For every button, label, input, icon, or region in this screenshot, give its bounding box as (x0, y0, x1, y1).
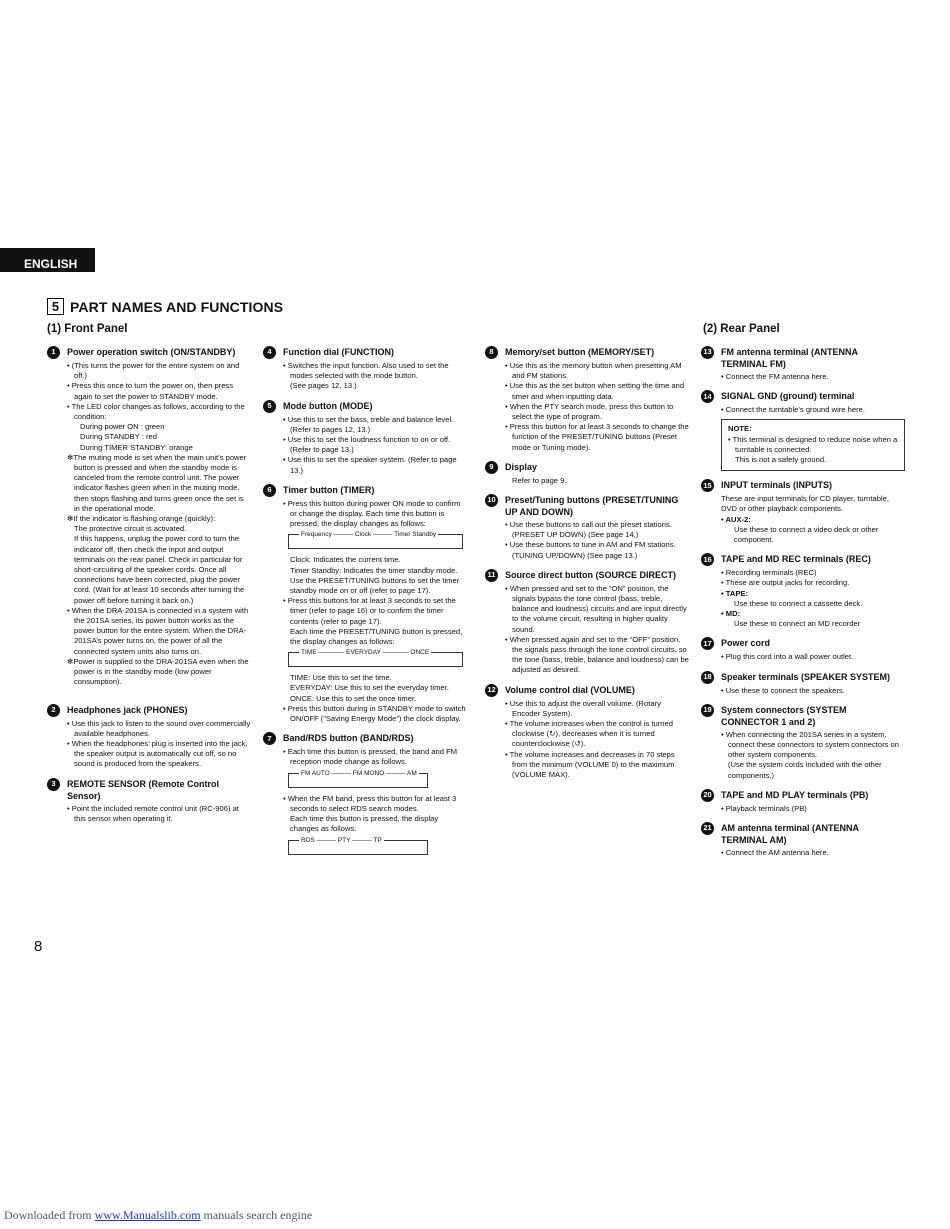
part-title: Mode button (MODE) (283, 400, 373, 411)
part-description (485, 584, 689, 676)
part-item-header (701, 346, 905, 370)
part-description (701, 804, 905, 814)
body-text: • When pressed and set to the “ON” position, the signals bypass the tone control (bass, treble, balance and loudness) circuits and are input directly to the volume circuit, resulting in higher quality sound. (505, 583, 687, 634)
display-sequence-diagram (288, 769, 428, 788)
body-text: • Use these buttons to call out the preset stations. (PRESET UP DOWN) (See page 14.) (505, 520, 672, 540)
body-text: • Point the included remote control unit (RC-906) at this sensor when operating it. (67, 803, 239, 823)
part-item-header (263, 732, 466, 745)
part-item-11 (485, 569, 689, 676)
part-description (485, 699, 689, 781)
part-description (701, 848, 905, 858)
body-text: • Switches the input function. Also used to set the modes selected with the mode button. (283, 361, 449, 381)
part-number-badge: 3 (47, 778, 60, 791)
part-item-header (263, 484, 466, 497)
display-sequence-diagram (288, 836, 428, 855)
part-number-badge: 18 (701, 671, 714, 684)
part-description (47, 804, 251, 824)
diagram-label: TIME ———— EVERYDAY ———— ONCE (299, 648, 431, 658)
body-text: • When the headphones’ plug is inserted into the jack, the speaker output is automatically cut off, so no sound is produced from the speakers. (67, 738, 248, 769)
language-tab: ENGLISH (0, 248, 95, 272)
body-text: • Each time this button is pressed, the band and FM reception mode change as follows. (283, 747, 458, 767)
part-item-2 (47, 704, 251, 770)
part-title: Speaker terminals (SPEAKER SYSTEM) (721, 671, 891, 682)
part-item-17 (701, 637, 905, 662)
part-description (485, 361, 689, 453)
part-title: SIGNAL GND (ground) terminal (721, 391, 855, 402)
body-text: The protective circuit is activated. (74, 524, 187, 534)
footer (4, 1208, 312, 1223)
note-title: NOTE: (728, 424, 752, 434)
part-item-header (485, 684, 689, 697)
part-number-badge: 11 (485, 569, 498, 582)
diagram-label: FM AUTO ——— FM MONO ——— AM (299, 769, 419, 779)
part-title: FM antenna terminal (ANTENNA TERMINAL FM) (721, 347, 858, 369)
part-item-header (47, 346, 251, 359)
body-text: • Playback terminals (PB) (721, 803, 807, 813)
part-item-14 (701, 390, 905, 471)
part-title: Headphones jack (PHONES) (67, 704, 188, 715)
body-text: If this happens, unplug the power cord to turn the indicator off, then check the input and output terminals on the rear panel. Check in particular for short-circuiting of the speaker cords. Once all connections have been corrected, plug the power cord. (Wait for at least 10 seconds after turning the power off before turning it back on.) (74, 534, 245, 605)
part-title: Timer button (TIMER) (283, 484, 375, 495)
part-number-badge: 4 (263, 346, 276, 359)
part-description (485, 520, 689, 561)
part-title: Function dial (FUNCTION) (283, 347, 394, 357)
body-text: • Press this buttons for at least 3 seconds to set the timer (refer to page 16) or to confirm the timer contents (refer to page 17). (283, 596, 456, 626)
part-description (701, 372, 905, 382)
body-text: Refer to page 9. (512, 475, 567, 485)
body-text: • Plug this cord into a wall power outlet. (721, 652, 854, 662)
part-item-header (263, 346, 466, 359)
section-label: PART NAMES AND FUNCTIONS (70, 298, 284, 315)
body-text: • The volume increases and decreases in 70 steps from the minimum (VOLUME 0) to the maximum (VOLUME MAX). (505, 749, 675, 780)
body-text: (See pages 12, 13.) (290, 381, 357, 391)
part-number-badge: 19 (701, 704, 714, 717)
part-description (701, 652, 905, 662)
note-box (721, 419, 905, 471)
part-title: Band/RDS button (BAND/RDS) (283, 733, 414, 744)
part-description (263, 747, 466, 854)
part-title: Power operation switch (ON/STANDBY) (67, 347, 236, 357)
body-text: ✻The muting mode is set when the main unit’s power button is pressed and when the standby mode is canceled from the remote control unit. The power indicator flashes green when in the muting mode, then stops flashing and turns green once the set is in the operational mode. (67, 452, 247, 513)
body-text: • TAPE: (721, 588, 748, 598)
body-text: • MD: (721, 609, 741, 619)
part-number-badge: 8 (485, 346, 498, 359)
part-number-badge: 6 (263, 484, 276, 497)
manualslib-link[interactable]: www.Manualslib.com (94, 1208, 201, 1222)
part-number-badge: 1 (47, 346, 60, 359)
footer-prefix: Downloaded from (4, 1208, 95, 1222)
body-text: During STANDBY : red (80, 432, 157, 442)
body-text: • This terminal is designed to reduce noise when a turntable is connected. (728, 434, 898, 454)
body-text: Each time this button is pressed, the display changes as follows: (290, 814, 439, 834)
body-text: • (This turns the power for the entire system on and off.) (67, 361, 240, 381)
part-description (701, 568, 905, 629)
part-description (701, 730, 905, 781)
display-sequence-diagram (288, 649, 463, 667)
part-title: AM antenna terminal (ANTENNA TERMINAL AM) (721, 823, 859, 846)
body-text: Each time the PRESET/TUNING button is pressed, the display changes as follows: (290, 626, 463, 647)
body-text: • Use this to set the bass, treble and balance level. (Refer to pages 12, 13.) (283, 414, 454, 434)
body-text: • When the DRA-201SA is connected in a system with the 201SA series, its power button works as the power button for the entire system. When the DRA-201SA’s power turns on, the power of all the connected system units also turns on. (67, 605, 249, 656)
part-item-header (701, 637, 905, 650)
part-number-badge: 5 (263, 400, 276, 413)
body-text: Use these to connect a video deck or other component. (734, 524, 879, 545)
part-title: Display (505, 461, 538, 472)
part-item-header (485, 494, 689, 518)
body-text: • AUX-2: (721, 514, 751, 524)
part-title: TAPE and MD PLAY terminals (PB) (721, 789, 869, 800)
body-text: Use these to connect a cassette deck. (734, 598, 863, 608)
part-item-20 (701, 789, 905, 814)
front-panel-column-3 (485, 346, 689, 788)
part-description (701, 686, 905, 696)
part-number-badge: 15 (701, 479, 714, 492)
part-item-18 (701, 671, 905, 696)
part-title: System connectors (SYSTEM CONNECTOR 1 and 2) (721, 704, 847, 727)
part-number-badge: 21 (701, 822, 714, 835)
part-item-header (485, 461, 689, 474)
body-text: • When connecting the 201SA series in a system, connect these connectors to system connectors on other system components. (721, 729, 899, 760)
body-text: • These are output jacks for recording. (721, 578, 850, 588)
part-item-header (485, 346, 689, 359)
part-number-badge: 16 (701, 553, 714, 566)
section-number: 5 (47, 298, 64, 315)
body-text: • Use this jack to listen to the sound over commercially available headphones. (67, 718, 251, 738)
part-number-badge: 20 (701, 789, 714, 802)
part-description (263, 415, 466, 476)
body-text: • Connect the turntable’s ground wire here. (721, 405, 865, 415)
part-item-5 (263, 400, 466, 476)
rear-panel-column (701, 346, 905, 866)
body-text: • Press this once to turn the power on, then press again to set the power to STANDBY mode. (67, 381, 234, 401)
part-item-header (701, 704, 905, 728)
body-text: • Use this to set the speaker system. (Refer to page 13.) (283, 455, 457, 475)
body-text: • The volume increases when the control is turned clockwise (↻), decreases when it is turned counterclockwise (↺). (505, 719, 673, 749)
body-text: • Press this button during in STANDBY mode to switch ON/OFF (“Saving Energy Mode”) the clock display. (283, 703, 466, 724)
part-item-21 (701, 822, 905, 858)
part-item-7 (263, 732, 466, 854)
part-item-1 (47, 346, 251, 688)
part-description (263, 499, 466, 724)
body-text: Clock: Indicates the current time. (290, 555, 401, 565)
body-text: • Use this to adjust the overall volume. (Rotary Encoder System). (505, 698, 661, 718)
part-description (47, 719, 251, 770)
body-text: • When pressed again and set to the “OFF” position, the signals pass through the tone control circuits, so the tone (bass, treble, balance and loudness) can be adjusted as desired. (505, 634, 689, 675)
part-item-12 (485, 684, 689, 781)
diagram-label: RDS ——— PTY ——— TP (299, 836, 384, 846)
part-item-4 (263, 346, 466, 392)
part-item-header (47, 704, 251, 717)
part-description (485, 476, 689, 486)
body-text: These are input terminals for CD player, turntable, DVD or other playback components. (721, 494, 889, 514)
part-item-3 (47, 778, 251, 824)
part-number-badge: 12 (485, 684, 498, 697)
part-number-badge: 17 (701, 637, 714, 650)
part-title: REMOTE SENSOR (Remote Control Sensor) (67, 778, 220, 801)
part-item-header (485, 569, 689, 582)
part-item-15 (701, 479, 905, 545)
body-text: • Use these buttons to tune in AM and FM stations. (TUNING UP/DOWN) (See page 13.) (505, 540, 676, 560)
front-panel-heading: (1) Front Panel (47, 323, 128, 335)
part-title: Source direct button (SOURCE DIRECT) (505, 569, 677, 580)
part-title: Volume control dial (VOLUME) (505, 684, 635, 695)
front-panel-column-2 (263, 346, 466, 863)
part-item-16 (701, 553, 905, 629)
part-item-10 (485, 494, 689, 561)
body-text: • Use this as the memory button when presetting AM and FM stations. (505, 361, 682, 381)
body-text: • When the FM band, press this button for at least 3 seconds to select RDS search modes. (283, 793, 457, 813)
body-text: • Use this as the set button when setting the time and timer and when inputting data. (505, 381, 685, 401)
footer-suffix: manuals search engine (200, 1208, 313, 1222)
body-text: During power ON : green (80, 422, 165, 432)
body-text: • When the PTY search mode, press this button to select the type of program. (505, 401, 674, 422)
part-number-badge: 9 (485, 461, 498, 474)
part-item-header (701, 390, 905, 403)
part-title: Preset/Tuning buttons (PRESET/TUNING UP AND DOWN) (505, 495, 679, 518)
display-sequence-diagram (288, 531, 463, 549)
part-item-header (701, 822, 905, 846)
body-text: This is not a safety ground. (735, 455, 827, 465)
body-text: • Press this button during power ON mode to confirm or change the display. Each time this button is pressed, the display changes as follows: (283, 498, 461, 529)
part-item-header (701, 553, 905, 566)
part-title: Memory/set button (MEMORY/SET) (505, 347, 655, 357)
part-item-13 (701, 346, 905, 382)
page-number: 8 (34, 938, 43, 955)
part-item-header (263, 400, 466, 413)
part-number-badge: 14 (701, 390, 714, 403)
part-title: Power cord (721, 638, 771, 649)
body-text: TIME: Use this to set the time. (290, 673, 392, 683)
part-item-19 (701, 704, 905, 781)
body-text: ✻If the indicator is flashing orange (quickly): (67, 514, 216, 524)
front-panel-column-1 (47, 346, 251, 832)
part-item-header (701, 479, 905, 492)
section-title (47, 298, 283, 315)
body-text: • Connect the AM antenna here. (721, 848, 829, 858)
part-item-header (47, 778, 251, 802)
body-text: • Recording terminals (REC) (721, 568, 817, 578)
rear-panel-heading: (2) Rear Panel (703, 323, 780, 335)
body-text: • The LED color changes as follows, according to the condition: (67, 401, 245, 422)
part-item-9 (485, 461, 689, 486)
body-text: Timer Standby: Indicates the timer standby mode. Use the PRESET/TUNING buttons to set the timer standby mode on or off (refer to page 17). (290, 565, 460, 596)
part-description (701, 494, 905, 545)
body-text: Use these to connect an MD recorder (734, 619, 861, 629)
part-number-badge: 13 (701, 346, 714, 359)
body-text: • Connect the FM antenna here. (721, 372, 829, 381)
part-description (701, 405, 905, 471)
part-item-header (701, 789, 905, 802)
diagram-label: Frequency ——— Clock ——— Timer Standby (299, 530, 438, 540)
body-text: During TIMER STANDBY: orange (80, 442, 193, 452)
part-number-badge: 2 (47, 704, 60, 717)
part-description (47, 361, 251, 688)
part-description (263, 361, 466, 392)
body-text: • Use these to connect the speakers. (721, 685, 845, 695)
body-text: ONCE: Use this to set the once timer. (290, 693, 417, 703)
body-text: • Press this button for at least 3 seconds to change the function of the PRESET/TUNING buttons (Preset mode or Tuning mode). (505, 422, 689, 452)
body-text: • Use this to set the loudness function to on or off. (Refer to page 13.) (283, 435, 451, 455)
part-number-badge: 7 (263, 732, 276, 745)
part-item-header (701, 671, 905, 684)
part-item-8 (485, 346, 689, 453)
body-text: EVERYDAY: Use this to set the everyday timer. (290, 683, 449, 693)
part-item-6 (263, 484, 466, 724)
part-title: TAPE and MD REC terminals (REC) (721, 554, 871, 565)
part-title: INPUT terminals (INPUTS) (721, 480, 833, 491)
body-text: ✻Power is supplied to the DRA-201SA even when the power is in the standby mode (low power consumption). (67, 656, 249, 687)
part-number-badge: 10 (485, 494, 498, 507)
body-text: (Use the system cords included with the other components.) (728, 760, 882, 780)
